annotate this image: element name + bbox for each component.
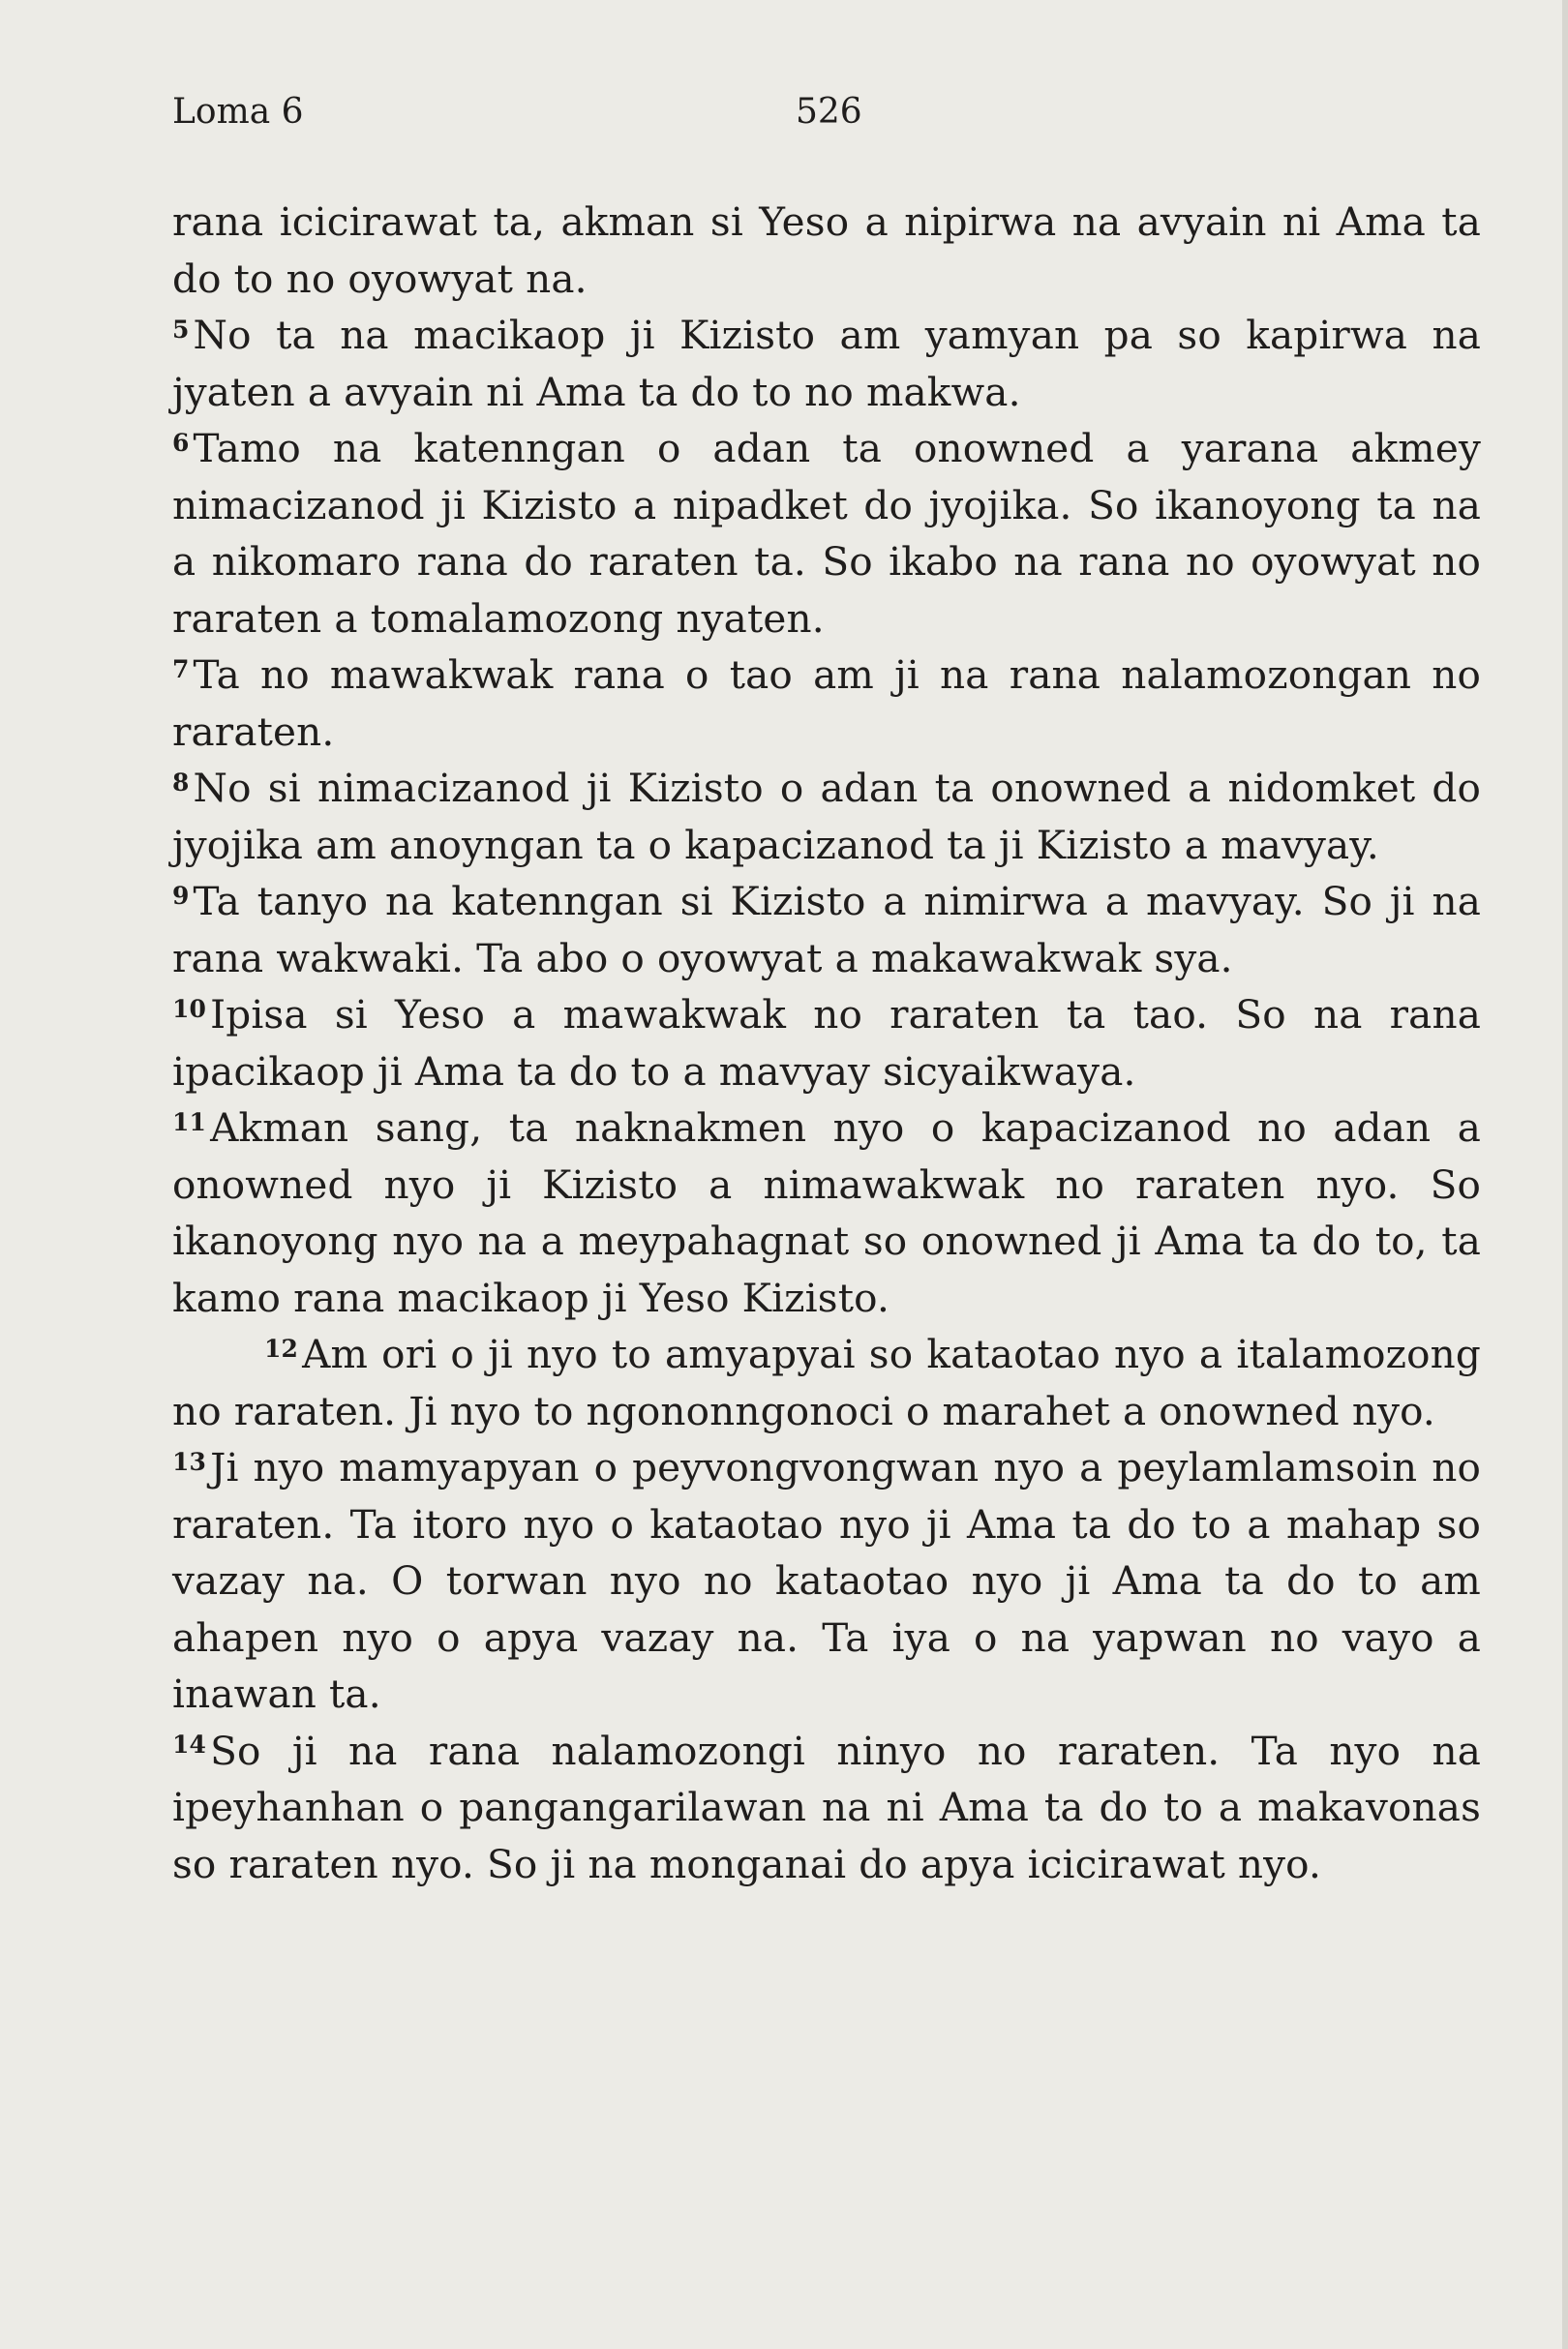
verse-number: 11 <box>172 1107 207 1136</box>
verse-paragraph-continued <box>172 194 1481 307</box>
verse-paragraph-6 <box>172 420 1481 647</box>
verse-number: 12 <box>264 1334 299 1363</box>
verse-text: Ta tanyo na katenngan si Kizisto a nimirwa a mavyay. So ji na rana wakwaki. Ta abo o oyowyat a makawakwak sya. <box>172 878 1481 981</box>
verse-text: So ji na rana nalamozongi ninyo no raraten. Ta nyo na ipeyhanhan o pangangarilawan na ni Ama ta do to a makavonas so raraten nyo. So ji na monganai do apya icicirawat nyo. <box>172 1727 1481 1887</box>
verse-paragraph-7 <box>172 647 1481 760</box>
verse-text: Ipisa si Yeso a mawakwak no raraten ta tao. So na rana ipacikaop ji Ama ta do to a mavyay sicyaikwaya. <box>172 991 1481 1095</box>
verse-number: 5 <box>172 315 190 344</box>
verse-text: Ta no mawakwak rana o tao am ji na rana nalamozongan no raraten. <box>172 651 1481 755</box>
verse-text: Tamo na katenngan o adan ta onowned a yarana akmey nimacizanod ji Kizisto a nipadket do jyojika. So ikanoyong ta na a nikomaro rana do raraten ta. So ikabo na rana no oyowyat no raraten a tomalamozong nyaten. <box>172 425 1481 642</box>
verse-number: 7 <box>172 654 190 683</box>
verse-number: 9 <box>172 881 190 910</box>
verse-number: 8 <box>172 768 190 797</box>
verse-text: Akman sang, ta naknakmen nyo o kapacizanod no adan a onowned nyo ji Kizisto a nimawakwak no raraten nyo. So ikanoyong nyo na a meypahagnat so onowned ji Ama ta do to, ta kamo rana macikaop ji Yeso Kizisto. <box>172 1104 1481 1321</box>
verse-text: No si nimacizanod ji Kizisto o adan ta onowned a nidomket do jyojika am anoyngan ta o kapacizanod ta ji Kizisto a mavyay. <box>172 765 1481 868</box>
verse-paragraph-13 <box>172 1439 1481 1723</box>
scripture-text <box>172 194 1481 1892</box>
verse-text: Am ori o ji nyo to amyapyai so kataotao nyo a italamozong no raraten. Ji nyo to ngononngonoci o marahet a onowned nyo. <box>172 1331 1481 1434</box>
verse-paragraph-12 <box>172 1326 1481 1439</box>
verse-number: 13 <box>172 1447 207 1476</box>
running-head: Loma 6 <box>172 92 304 132</box>
verse-number: 10 <box>172 994 207 1023</box>
verse-text: Ji nyo mamyapyan o peyvongvongwan nyo a peylamlamsoin no raraten. Ta itoro nyo o kataotao nyo ji Ama ta do to a mahap so vazay na. O torwan nyo no kataotao nyo ji Ama ta do to am ahapen nyo o apya vazay na. Ta iya o na yapwan no vayo a inawan ta. <box>172 1444 1481 1717</box>
verse-paragraph-14 <box>172 1723 1481 1893</box>
verse-paragraph-9 <box>172 873 1481 986</box>
page-number: 526 <box>796 92 862 132</box>
page-edge <box>1562 0 1568 2349</box>
verse-paragraph-11 <box>172 1099 1481 1326</box>
verse-paragraph-5 <box>172 307 1481 420</box>
verse-number: 6 <box>172 428 190 457</box>
verse-text: No ta na macikaop ji Kizisto am yamyan pa so kapirwa na jyaten a avyain ni Ama ta do to no makwa. <box>172 312 1481 415</box>
verse-number: 14 <box>172 1731 207 1760</box>
verse-paragraph-10 <box>172 986 1481 1099</box>
verse-text: rana icicirawat ta, akman si Yeso a nipirwa na avyain ni Ama ta do to no oyowyat na. <box>172 198 1481 302</box>
verse-paragraph-8 <box>172 760 1481 873</box>
